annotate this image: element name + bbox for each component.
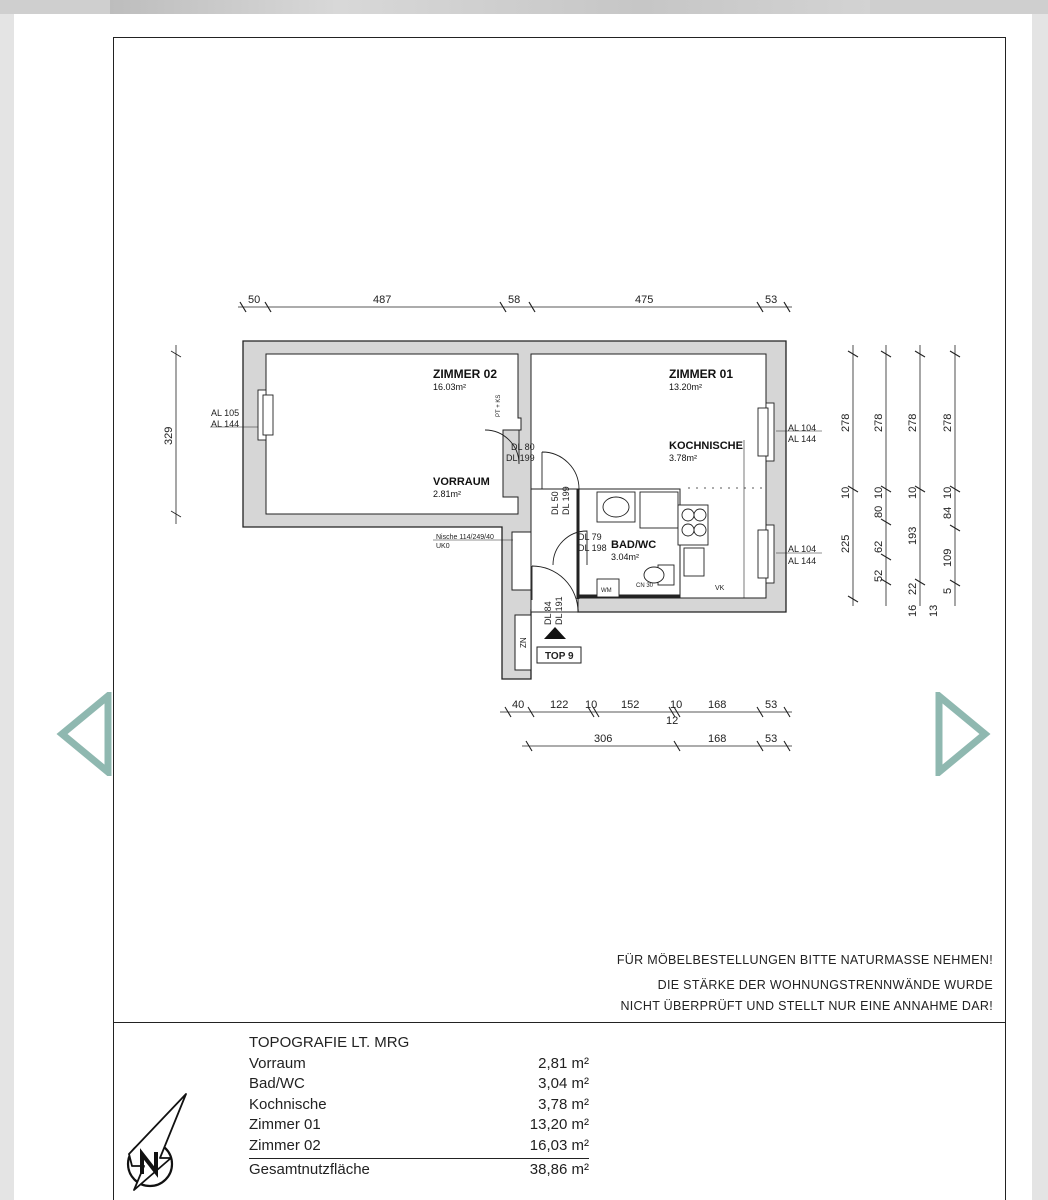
note-2: DIE STÄRKE DER WOHNUNGSTRENNWÄNDE WURDE [657,978,993,992]
room-zimmer01-name: ZIMMER 01 [669,367,734,381]
door-entry-1: DL 84 [543,601,553,625]
row-label: Kochnische [249,1095,327,1113]
al-right-bottom-1: AL 104 [788,544,817,554]
nische-2: UK0 [436,543,450,550]
wm-label: WM [601,588,612,594]
row-value: 13,20 m² [529,1116,589,1134]
row-label: Zimmer 02 [249,1136,321,1154]
al-left-2: AL 144 [211,419,240,429]
dim-b1-1: 40 [512,699,525,711]
al-right-bottom-2: AL 144 [788,556,817,566]
room-zimmer02-name: ZIMMER 02 [433,367,498,381]
dim-r3-3: 193 [907,526,919,545]
next-page-button[interactable] [935,692,991,776]
al-right-top-2: AL 144 [788,434,817,444]
frame-divider [113,1022,1006,1023]
table-row [249,1074,589,1094]
dim-r4-5: 5 [942,587,954,594]
room-vorraum-name: VORRAUM [433,476,490,488]
previous-page-button[interactable] [56,692,112,776]
note-1: FÜR MÖBELBESTELLUNGEN BITTE NATURMASSE NEHMEN! [616,953,993,967]
dim-r1-1: 278 [840,413,852,432]
note-3: NICHT ÜBERPRÜFT UND STELLT NUR EINE ANNAHME DAR! [620,999,993,1013]
row-label: Vorraum [249,1055,306,1072]
table-row [249,1054,589,1074]
dim-b1-extra: 12 [666,715,679,727]
vk-label: VK [715,585,725,592]
notes-block [617,950,993,1017]
door-bad-vert-2: DL 199 [561,486,571,515]
row-value: 3,04 m² [538,1075,589,1093]
dim-r4-4: 109 [942,548,954,567]
dim-b1-4: 152 [621,699,640,711]
table-row [249,1136,589,1156]
dim-b2-3: 53 [765,733,778,745]
dim-top-3: 58 [508,294,521,306]
table-row [249,1115,589,1135]
dim-r2-3: 80 [873,505,885,518]
room-kochnische-name: KOCHNISCHE [669,440,743,452]
total-label: Gesamtnutzfläche [249,1160,370,1178]
dim-top-2: 487 [373,294,392,306]
dim-r3-2: 10 [907,486,919,499]
dim-r4-6: 13 [928,604,940,617]
dim-r3-5: 22 [907,582,919,595]
dim-top-1: 50 [248,294,261,306]
total-value: 38,86 m² [529,1160,589,1178]
dim-r2-5: 52 [873,569,885,582]
triangle-left-icon [62,696,108,772]
al-left-1: AL 105 [211,408,240,418]
room-vorraum-area: 2.81m² [433,489,462,499]
dim-b1-3: 10 [585,699,598,711]
room-bad-area: 3.04m² [611,552,640,562]
door-vorraum-2: DL 199 [506,453,535,463]
dim-top-5: 53 [765,294,778,306]
room-kochnische-area: 3.78m² [669,453,698,463]
dim-r4-2: 10 [942,486,954,499]
dim-b1-5: 10 [670,699,683,711]
dim-r2-1: 278 [873,413,885,432]
room-zimmer01-area: 13.20m² [669,382,703,392]
dim-r3-4: 16 [907,604,919,617]
dim-b1-7: 53 [765,699,778,711]
door-entry-2: DL 191 [554,596,564,625]
dim-r1-3: 225 [840,534,852,553]
dim-b1-2: 122 [550,699,569,711]
row-value: 16,03 m² [529,1136,589,1154]
dim-r1-2: 10 [840,486,852,499]
dim-r4-3: 84 [942,506,954,519]
row-label: Zimmer 01 [249,1116,321,1134]
top-label: TOP 9 [545,651,574,662]
dim-b1-6: 168 [708,699,727,711]
room-zimmer02-area: 16.03m² [433,382,467,392]
row-label: Bad/WC [249,1075,305,1093]
table-row [249,1095,589,1115]
pt-ks-label: PT + KS [496,394,502,417]
al-right-top-1: AL 104 [788,423,817,433]
cn-label: CN 30 [636,583,654,589]
table-total-row [249,1158,589,1181]
nische-1: Nische 114/249/40 [436,534,494,541]
triangle-right-icon [939,696,985,772]
dim-r3-1: 278 [907,413,919,432]
topografie-title: TOPOGRAFIE LT. MRG [249,1034,410,1051]
row-value: 3,78 m² [538,1095,589,1113]
dim-b2-2: 168 [708,733,727,745]
north-arrow-icon [122,1092,192,1194]
zn-label: ZN [519,637,528,648]
topografie-table [249,1054,589,1181]
dim-left: 329 [163,426,175,445]
dim-r2-4: 62 [873,540,885,553]
dim-r4-1: 278 [942,413,954,432]
row-value: 2,81 m² [538,1055,589,1072]
door-vorraum-1: DL 80 [511,442,535,452]
door-bad-vert-1: DL 50 [550,491,560,515]
door-bad-1: DL 79 [578,532,602,542]
door-bad-2: DL 198 [578,543,607,553]
dim-top-4: 475 [635,294,654,306]
dim-r2-2: 10 [873,486,885,499]
room-bad-name: BAD/WC [611,539,657,551]
dim-b2-1: 306 [594,733,613,745]
